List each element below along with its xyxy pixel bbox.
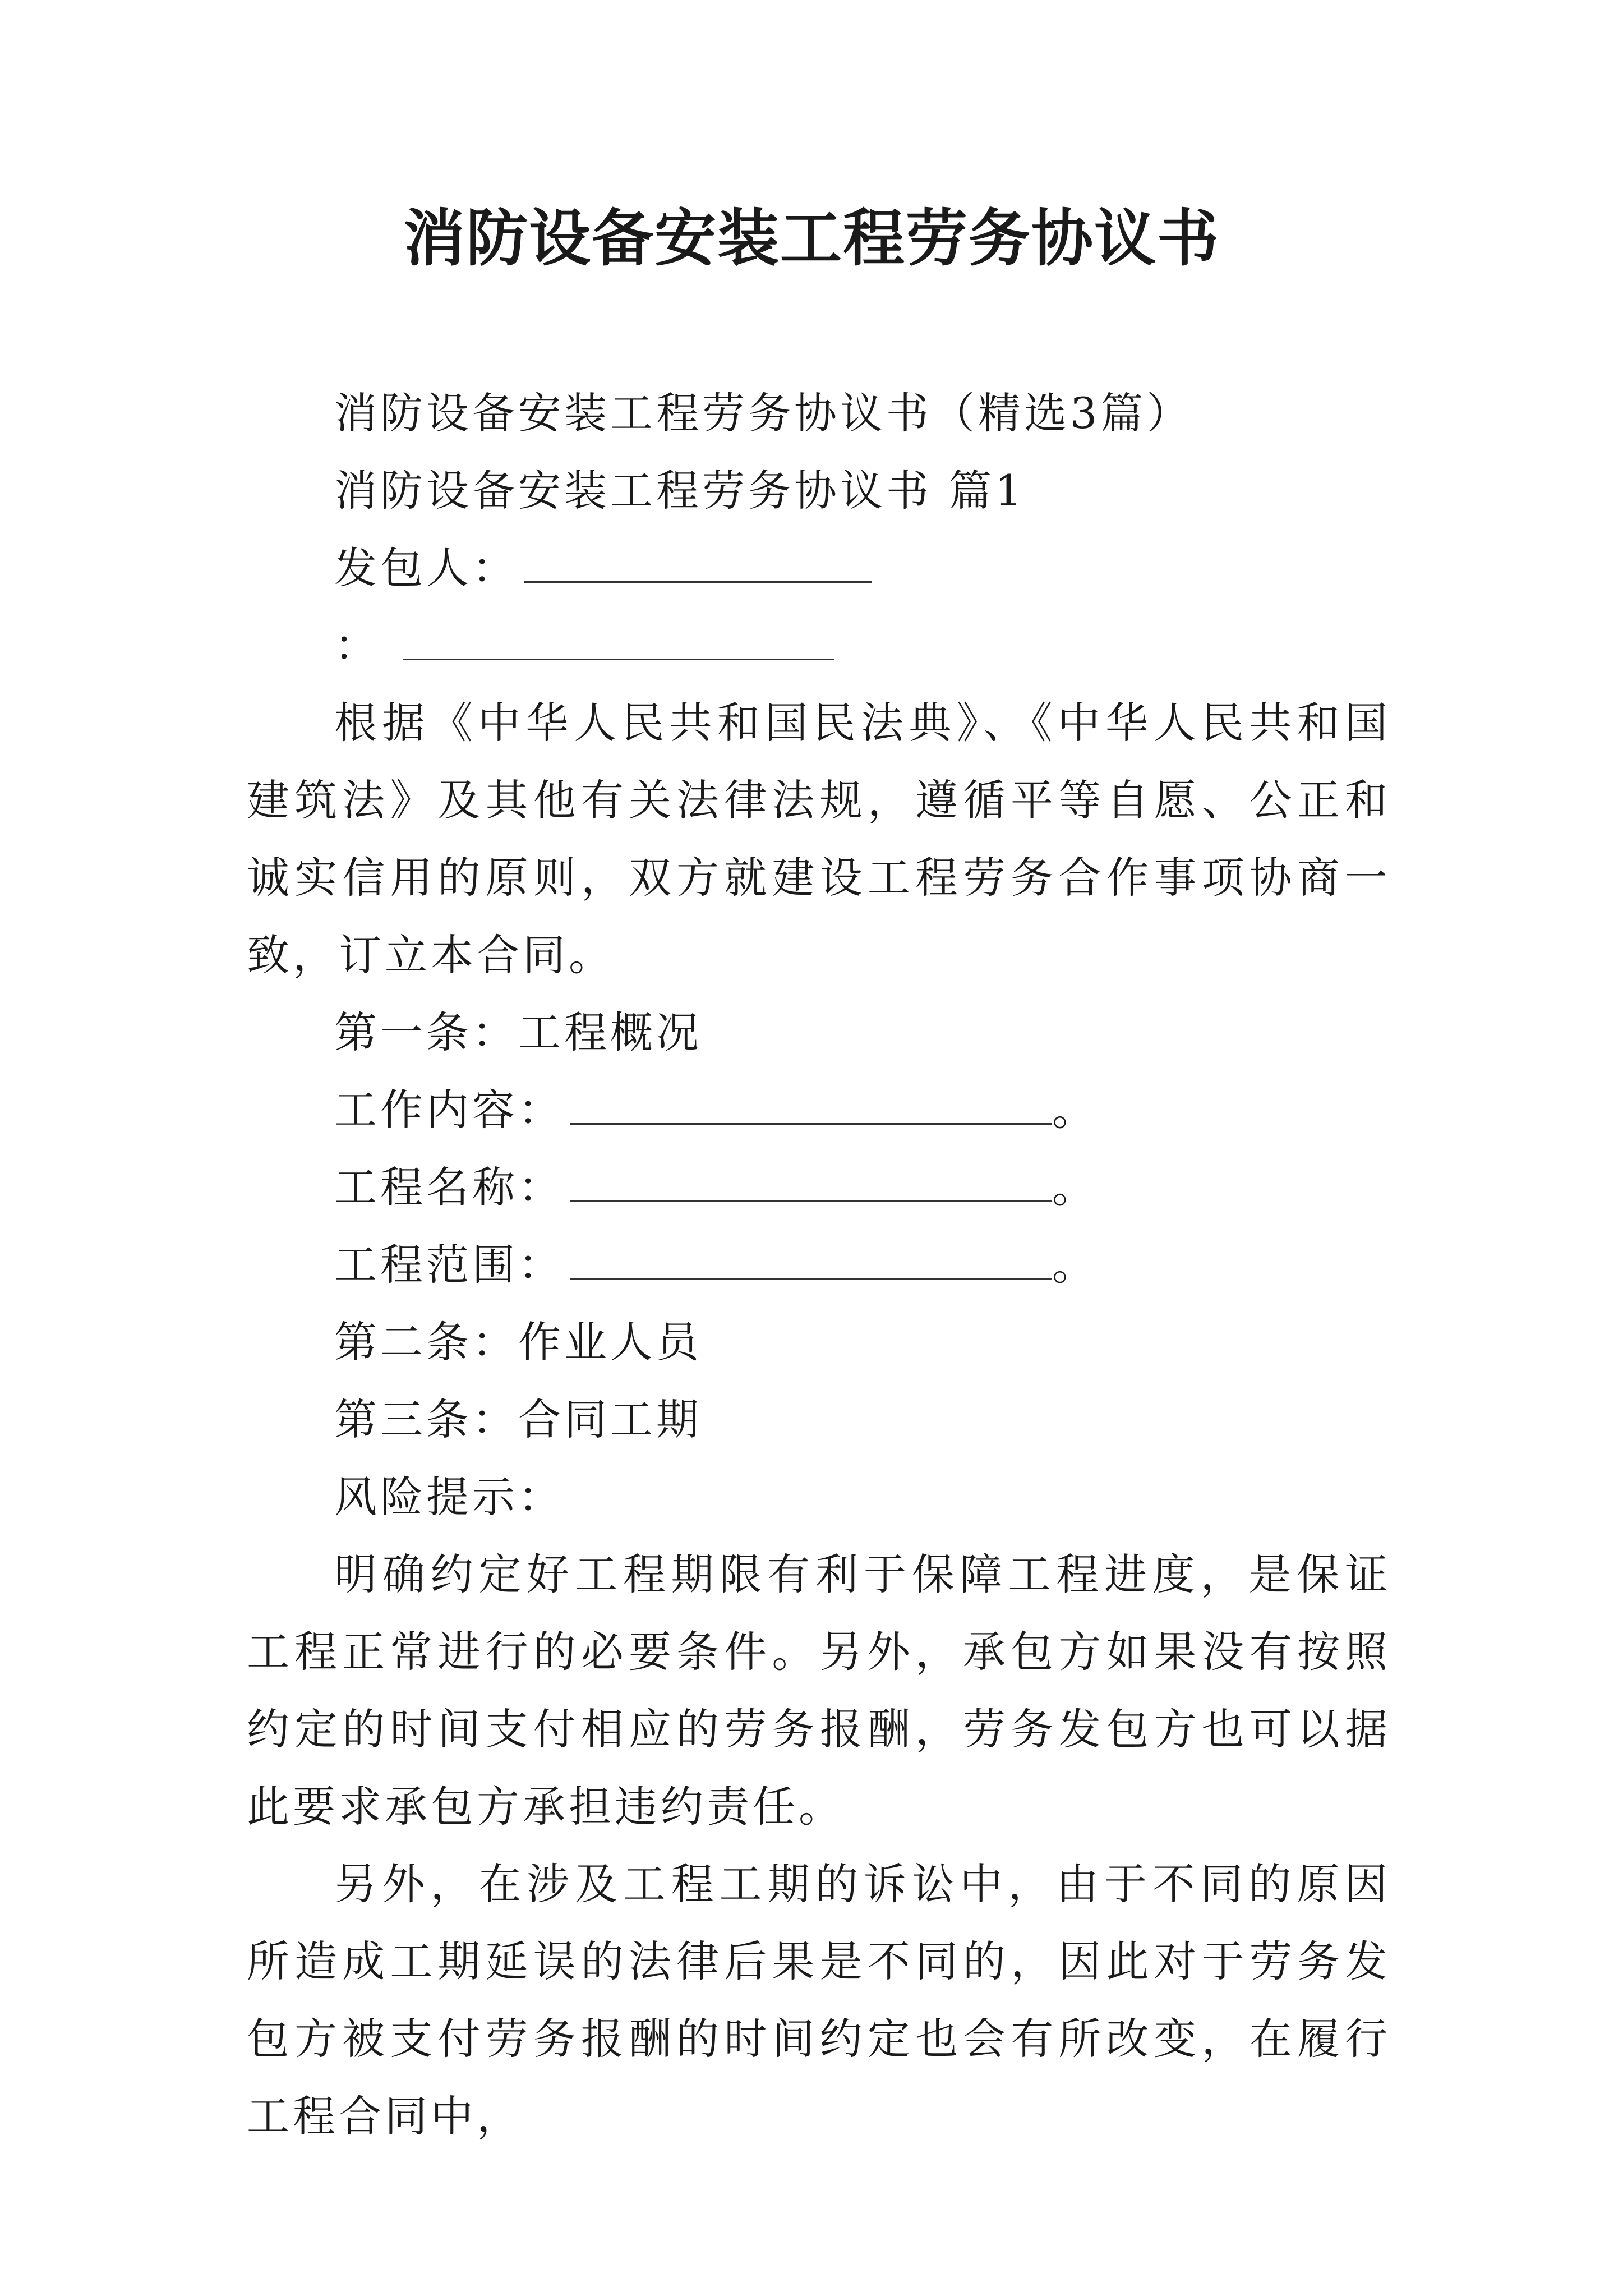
party-a-blank — [524, 543, 872, 583]
party-a-label: 发包人： — [334, 543, 518, 593]
work-content-label: 工作内容： — [334, 1085, 564, 1135]
subtitle: 消防设备安装工程劳务协议书（精选3篇） — [334, 388, 1193, 438]
project-scope-blank — [570, 1240, 1052, 1280]
section-heading: 消防设备安装工程劳务协议书 篇1 — [334, 466, 1026, 516]
risk-label: 风险提示： — [334, 1472, 564, 1522]
risk-paragraph-1: 明确约定好工程期限有利于保障工程进度，是保证工程正常进行的必要条件。另外，承包方如果没有按照约定的时间支付相应的劳务报酬，劳务发包方也可以据此要求承包方承担违约责任。 — [247, 1549, 1391, 1832]
party-a-line — [247, 530, 1391, 607]
article-3: 第三条：合同工期 — [334, 1395, 702, 1444]
project-name-blank — [570, 1162, 1052, 1202]
risk-paragraph-2: 另外，在涉及工程工期的诉讼中，由于不同的原因所造成工期延误的法律后果是不同的，因此对于劳务发包方被支付劳务报酬的时间约定也会有所改变，在履行工程合同中， — [247, 1859, 1391, 2141]
article-2: 第二条：作业人员 — [334, 1317, 702, 1367]
work-content-blank — [570, 1085, 1052, 1125]
project-name-line — [247, 1149, 1391, 1226]
party-b-blank — [403, 620, 834, 660]
project-name-period: 。 — [1052, 1162, 1098, 1212]
work-content-line — [247, 1071, 1391, 1149]
project-name-label: 工程名称： — [334, 1162, 564, 1212]
document-body — [247, 375, 1391, 2155]
document-title: 消防设备安装工程劳务协议书 — [403, 202, 1220, 274]
project-scope-label: 工程范围： — [334, 1240, 564, 1290]
work-content-period: 。 — [1052, 1085, 1098, 1135]
party-b-line — [247, 607, 1391, 684]
project-scope-line — [247, 1226, 1391, 1304]
article-1: 第一条：工程概况 — [334, 1007, 702, 1057]
party-b-label: ： — [334, 620, 380, 670]
project-scope-period: 。 — [1052, 1240, 1098, 1290]
intro-paragraph: 根据《中华人民共和国民法典》、《中华人民共和国建筑法》及其他有关法律法规，遵循平等自愿、公正和诚实信用的原则，双方就建设工程劳务合作事项协商一致，订立本合同。 — [247, 698, 1391, 980]
